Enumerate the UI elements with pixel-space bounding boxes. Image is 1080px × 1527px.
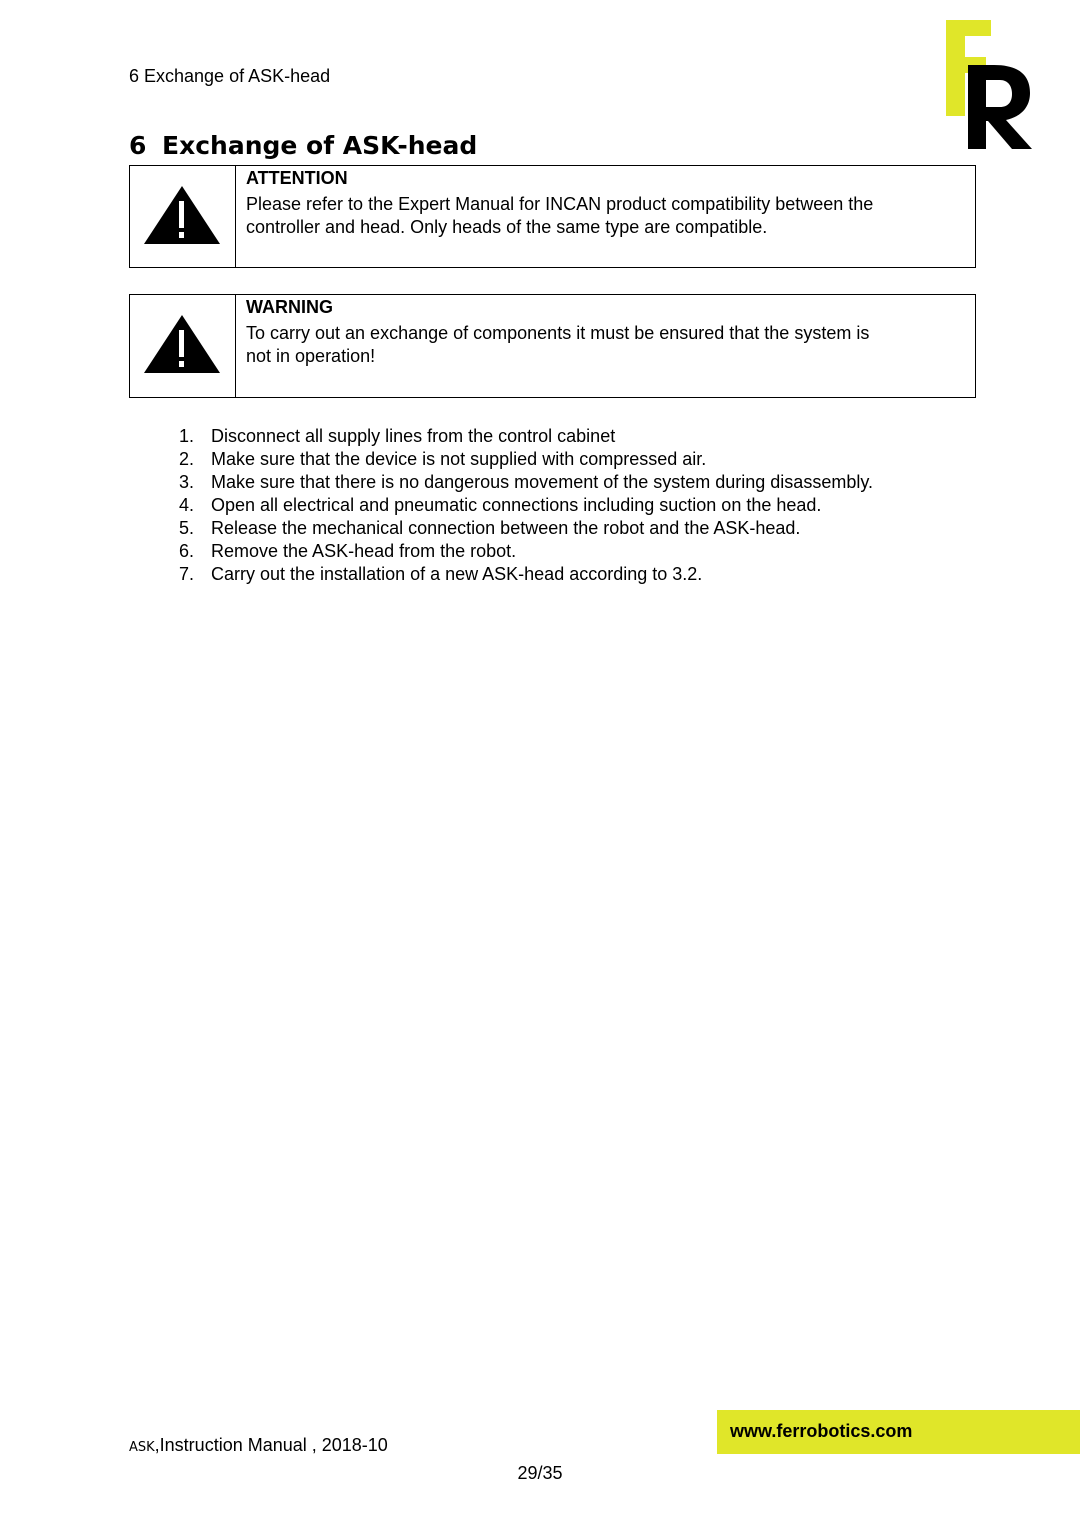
list-item <box>129 425 873 448</box>
step-number: 5. <box>178 518 194 538</box>
step-text: Disconnect all supply lines from the control cabinet <box>211 426 616 446</box>
footer-doc-prefix: ASK <box>129 1440 155 1455</box>
attention-notice <box>129 165 976 268</box>
fr-logo-icon <box>946 20 1034 150</box>
attention-body <box>246 193 965 239</box>
warning-line-2: not in operation! <box>246 346 376 366</box>
step-text: Release the mechanical connection between the robot and the ASK-head. <box>211 518 801 538</box>
step-number: 2. <box>178 449 194 469</box>
steps-list <box>129 425 873 586</box>
warning-triangle-icon <box>144 186 220 244</box>
step-number: 1. <box>178 426 194 446</box>
warning-heading: WARNING <box>246 297 333 317</box>
warning-notice <box>129 294 976 398</box>
list-item <box>129 517 873 540</box>
step-text: Make sure that the device is not supplied with compressed air. <box>211 449 707 469</box>
list-item <box>129 448 873 471</box>
running-header: 6 Exchange of ASK-head <box>129 66 331 86</box>
footer-url-link[interactable]: www.ferrobotics.com <box>717 1410 1080 1454</box>
list-item <box>129 494 873 517</box>
step-text: Open all electrical and pneumatic connections including suction on the head. <box>211 495 822 515</box>
step-text: Remove the ASK-head from the robot. <box>211 541 517 561</box>
step-number: 4. <box>178 495 194 515</box>
list-item <box>129 540 873 563</box>
step-text: Carry out the installation of a new ASK-head according to 3.2. <box>211 564 703 584</box>
footer-doc-title: ,Instruction Manual , 2018-10 <box>154 1435 388 1455</box>
footer-document-info <box>129 1434 388 1459</box>
attention-icon-cell <box>130 166 236 267</box>
step-number: 7. <box>178 564 194 584</box>
section-title-text: Exchange of ASK-head <box>162 131 478 160</box>
warning-text <box>236 295 975 397</box>
step-number: 3. <box>178 472 194 492</box>
section-title <box>129 130 477 162</box>
step-text: Make sure that there is no dangerous movement of the system during disassembly. <box>211 472 873 492</box>
warning-body <box>246 322 965 368</box>
attention-heading: ATTENTION <box>246 168 348 188</box>
list-item <box>129 563 873 586</box>
warning-icon-cell <box>130 295 236 397</box>
attention-line-2: controller and head. Only heads of the same type are compatible. <box>246 217 768 237</box>
page-number: 29/35 <box>517 1463 563 1483</box>
ferrobotics-logo <box>946 20 1034 150</box>
attention-text <box>236 166 975 267</box>
section-number: 6 <box>129 131 147 160</box>
step-number: 6. <box>178 541 194 561</box>
warning-line-1: To carry out an exchange of components it must be ensured that the system is <box>246 323 870 343</box>
attention-line-1: Please refer to the Expert Manual for INCAN product compatibility between the <box>246 194 874 214</box>
warning-triangle-icon <box>144 315 220 373</box>
list-item <box>129 471 873 494</box>
